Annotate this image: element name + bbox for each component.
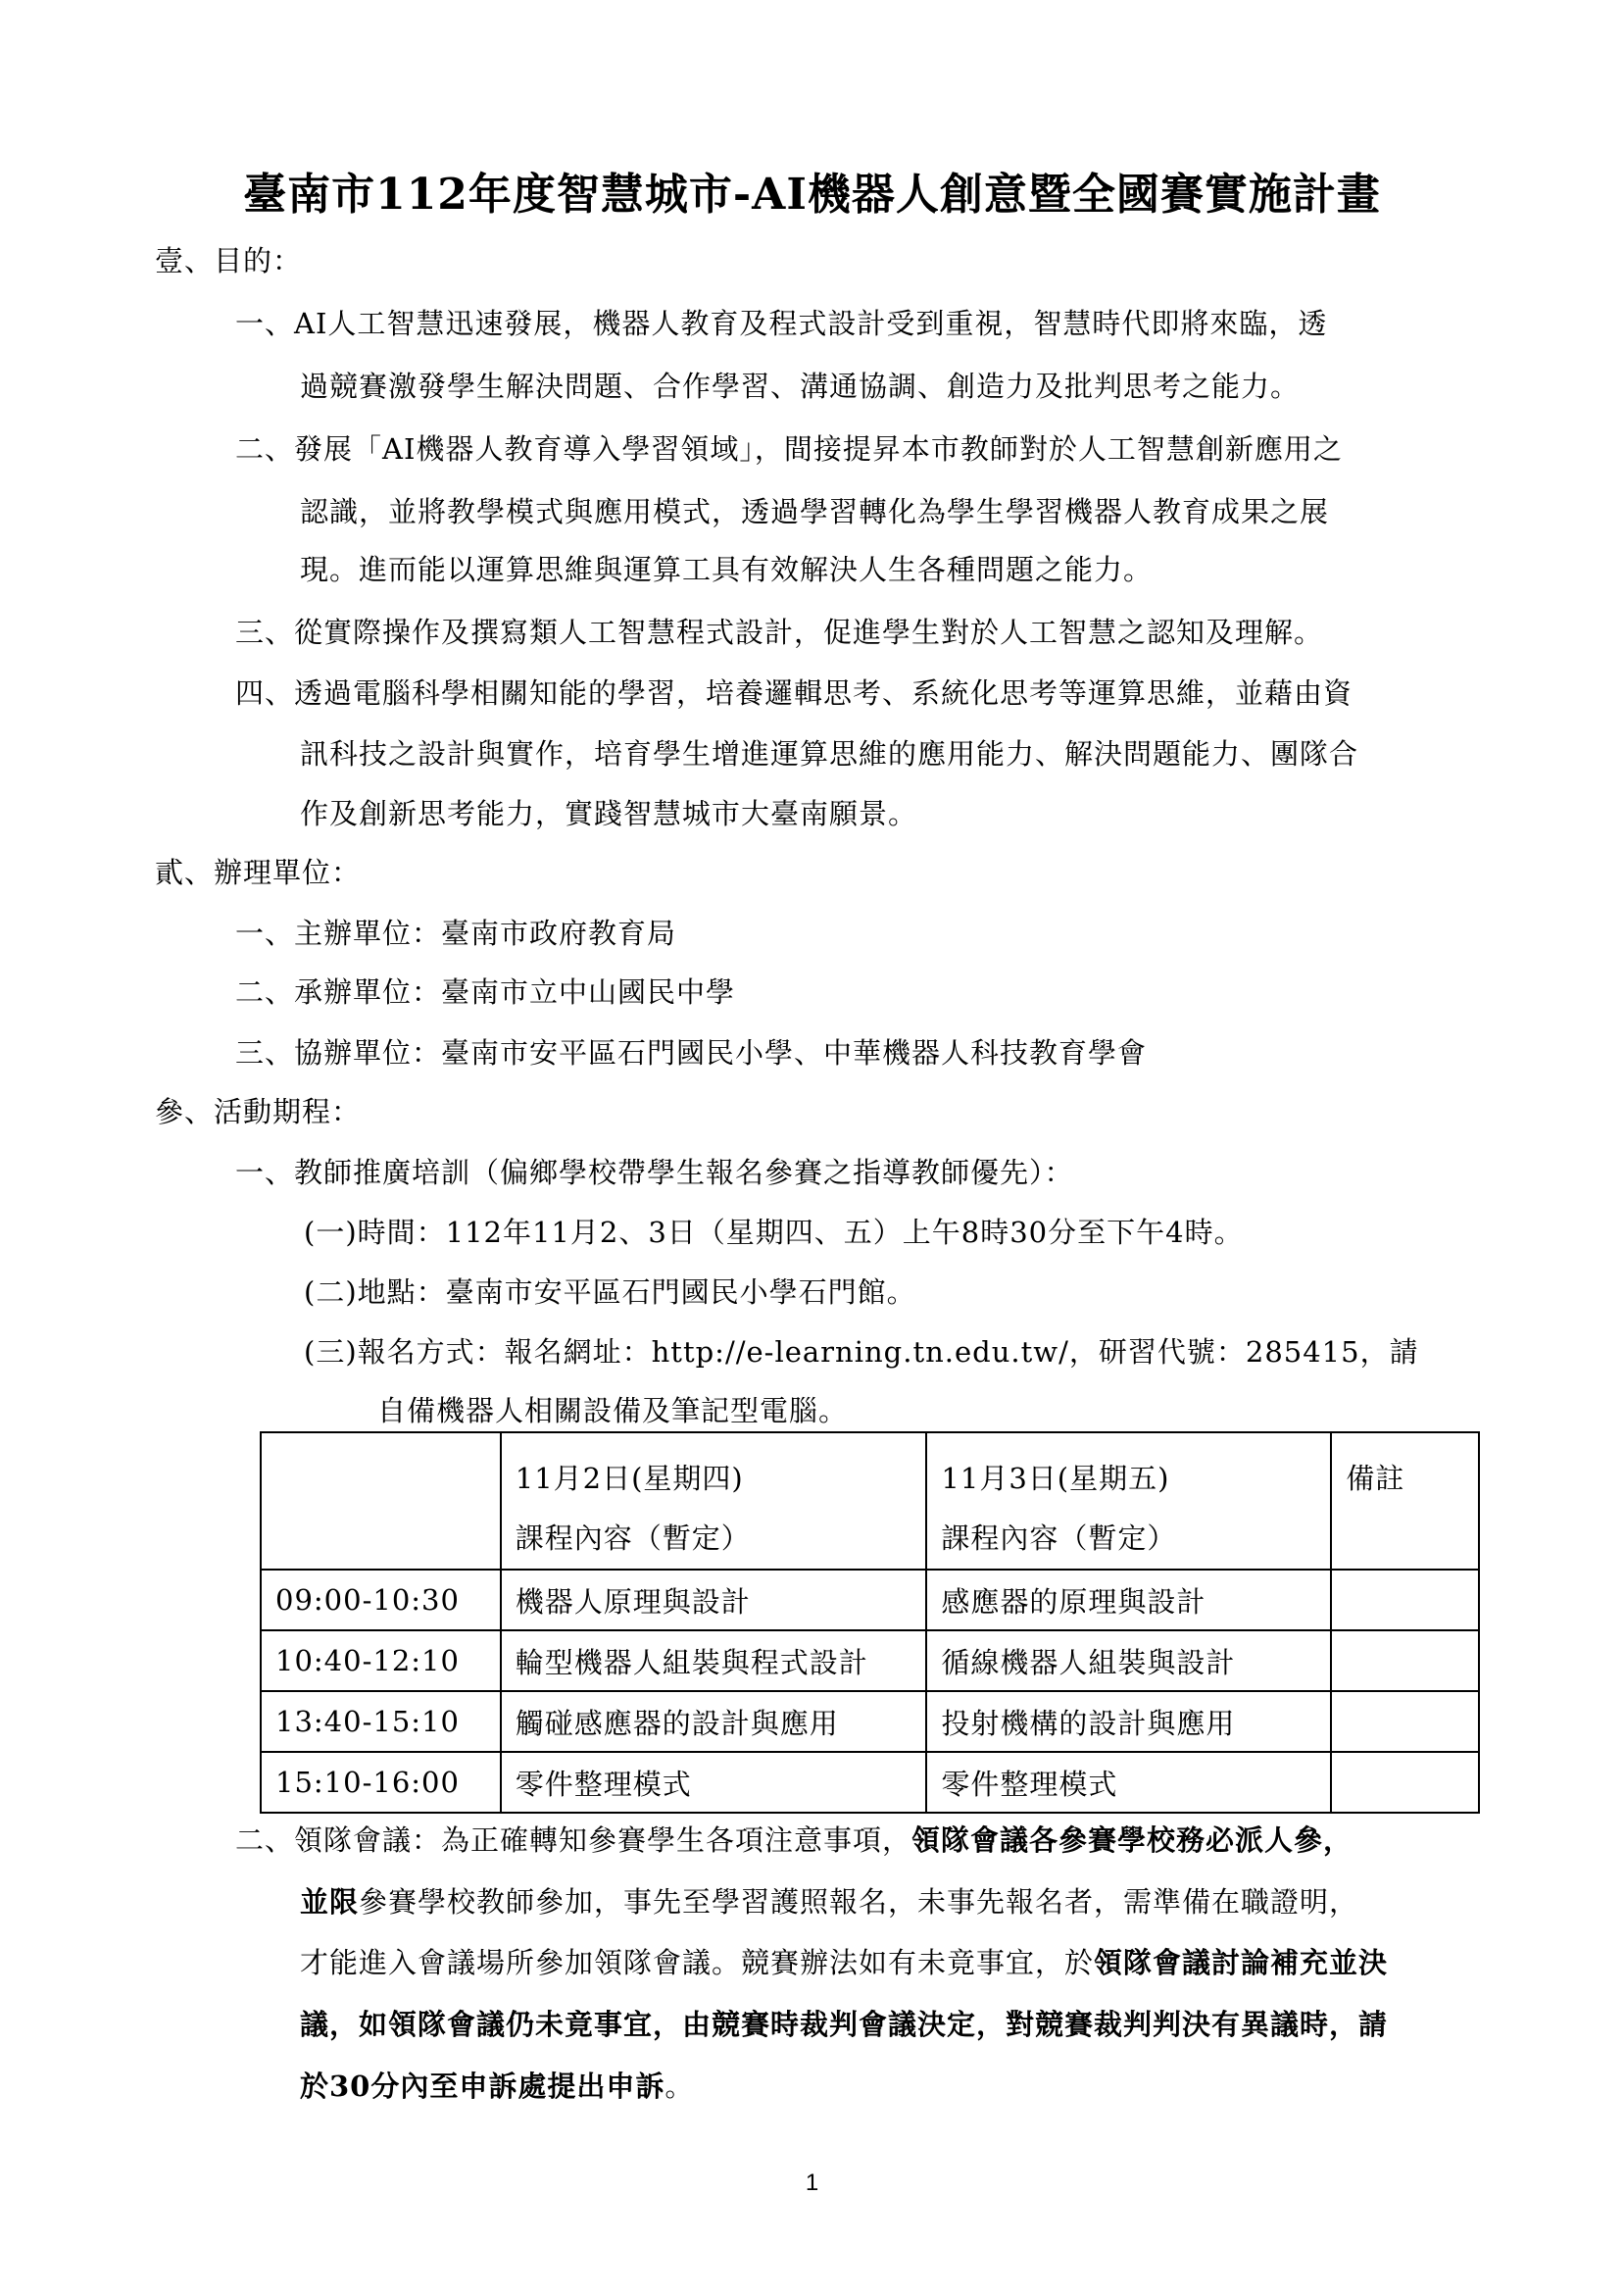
- section-heading-schedule: 參、活動期程：: [155, 1095, 362, 1128]
- table-row: [261, 1570, 1479, 1630]
- table-cell-day1: 輪型機器人組裝與程式設計: [501, 1630, 927, 1691]
- table-cell-time: 15:10-16:00: [261, 1752, 501, 1813]
- leader-meeting-line-5: [300, 2065, 694, 2105]
- purpose-item-4-line-2: 訊科技之設計與實作，培育學生增進運算思維的應用能力、解決問題能力、團隊合: [300, 737, 1359, 771]
- purpose-item-3: 三、從實際操作及撰寫類人工智慧程式設計，促進學生對於人工智慧之認知及理解。: [235, 616, 1324, 649]
- purpose-item-4-line-3: 作及創新思考能力，實踐智慧城市大臺南願景。: [300, 797, 918, 830]
- leader-meeting-line-1-text: 二、領隊會議：為正確轉知參賽學生各項注意事項，: [235, 1823, 912, 1857]
- organizer-co-organizer: 三、協辦單位：臺南市安平區石門國民小學、中華機器人科技教育學會: [235, 1036, 1148, 1070]
- registration-method-line-1: (三)報名方式：報名網址：http://e-learning.tn.edu.tw/，研習代號：285415，請: [304, 1335, 1419, 1369]
- purpose-item-1-line-2: 過競賽激發學生解決問題、合作學習、溝通協調、創造力及批判思考之能力。: [300, 370, 1301, 403]
- table-cell-day1: 機器人原理與設計: [501, 1570, 927, 1630]
- schedule-item-1: 一、教師推廣培訓（偏鄉學校帶學生報名參賽之指導教師優先）：: [235, 1156, 1074, 1189]
- leader-meeting-line-2-bold: 並限: [300, 1885, 360, 1919]
- training-location: (二)地點：臺南市安平區石門國民小學石門館。: [304, 1275, 916, 1309]
- section-heading-organizers: 貳、辦理單位：: [155, 856, 362, 889]
- purpose-item-2-line-2: 認識，並將教學模式與應用模式，透過學習轉化為學生學習機器人教育成果之展: [300, 495, 1330, 528]
- table-header-day1-content: 課程內容（暫定）: [515, 1522, 751, 1555]
- table-cell-note: [1331, 1570, 1479, 1630]
- table-row: [261, 1630, 1479, 1691]
- table-cell-day1: 觸碰感應器的設計與應用: [501, 1691, 927, 1752]
- table-cell-note: [1331, 1630, 1479, 1691]
- document-title: 臺南市112年度智慧城市-AI機器人創意暨全國賽實施計畫: [243, 170, 1381, 220]
- table-header-note: [1331, 1432, 1479, 1570]
- table-cell-time: 09:00-10:30: [261, 1570, 501, 1630]
- registration-method-line-2: 自備機器人相關設備及筆記型電腦。: [377, 1394, 849, 1427]
- table-cell-day2: 投射機構的設計與應用: [926, 1691, 1331, 1752]
- organizer-host: 一、主辦單位：臺南市政府教育局: [235, 917, 677, 950]
- leader-meeting-line-5-bold: 於30分內至申訴處提出申訴: [300, 2070, 665, 2103]
- table-header-day1-date: 11月2日(星期四): [515, 1462, 744, 1495]
- organizer-contractor: 二、承辦單位：臺南市立中山國民中學: [235, 975, 736, 1009]
- table-header-row: [261, 1432, 1479, 1570]
- table-cell-day2: 循線機器人組裝與設計: [926, 1630, 1331, 1691]
- table-header-time: [261, 1432, 501, 1570]
- leader-meeting-line-3-bold: 領隊會議討論補充並決: [1094, 1946, 1389, 1979]
- table-header-day2: [926, 1432, 1331, 1570]
- leader-meeting-line-5-text: 。: [664, 2070, 695, 2103]
- leader-meeting-line-3: [300, 1941, 1388, 1981]
- leader-meeting-line-2-text: 參賽學校教師參加，事先至學習護照報名，未事先報名者，需準備在職證明，: [359, 1885, 1359, 1919]
- table-cell-time: 10:40-12:10: [261, 1630, 501, 1691]
- table-header-day2-content: 課程內容（暫定）: [941, 1522, 1177, 1555]
- leader-meeting-line-1-bold: 領隊會議各參賽學校務必派人參，: [911, 1823, 1353, 1857]
- purpose-item-4-line-1: 四、透過電腦科學相關知能的學習，培養邏輯思考、系統化思考等運算思維，並藉由資: [235, 676, 1353, 710]
- purpose-item-2-line-3: 現。進而能以運算思維與運算工具有效解決人生各種問題之能力。: [300, 553, 1154, 586]
- table-cell-time: 13:40-15:10: [261, 1691, 501, 1752]
- leader-meeting-line-4: 議，如領隊會議仍未竟事宜，由競賽時裁判會議決定，對競賽裁判判決有異議時，請: [300, 2008, 1389, 2041]
- leader-meeting-line-3-text: 才能進入會議場所參加領隊會議。競賽辦法如有未竟事宜，於: [300, 1946, 1095, 1979]
- table-cell-day2: 感應器的原理與設計: [926, 1570, 1331, 1630]
- leader-meeting-line-2: [300, 1880, 1358, 1921]
- table-row: [261, 1752, 1479, 1813]
- training-schedule-table: [260, 1431, 1480, 1814]
- section-heading-purpose: 壹、目的：: [155, 244, 303, 277]
- table-cell-note: [1331, 1691, 1479, 1752]
- leader-meeting-line-1: [235, 1819, 1353, 1859]
- table-header-day1: [501, 1432, 927, 1570]
- table-cell-note: [1331, 1752, 1479, 1813]
- table-header-note-label: 備註: [1346, 1462, 1405, 1495]
- training-time: (一)時間：112年11月2、3日（星期四、五）上午8時30分至下午4時。: [304, 1216, 1244, 1249]
- purpose-item-2-line-1: 二、發展「AI機器人教育導入學習領域」，間接提昇本市教師對於人工智慧創新應用之: [235, 432, 1343, 466]
- table-header-day2-date: 11月3日(星期五): [941, 1462, 1170, 1495]
- page-number: 1: [805, 2170, 819, 2196]
- table-row: [261, 1691, 1479, 1752]
- table-cell-day2: 零件整理模式: [926, 1752, 1331, 1813]
- purpose-item-1-line-1: 一、AI人工智慧迅速發展，機器人教育及程式設計受到重視，智慧時代即將來臨，透: [235, 307, 1328, 340]
- table-cell-day1: 零件整理模式: [501, 1752, 927, 1813]
